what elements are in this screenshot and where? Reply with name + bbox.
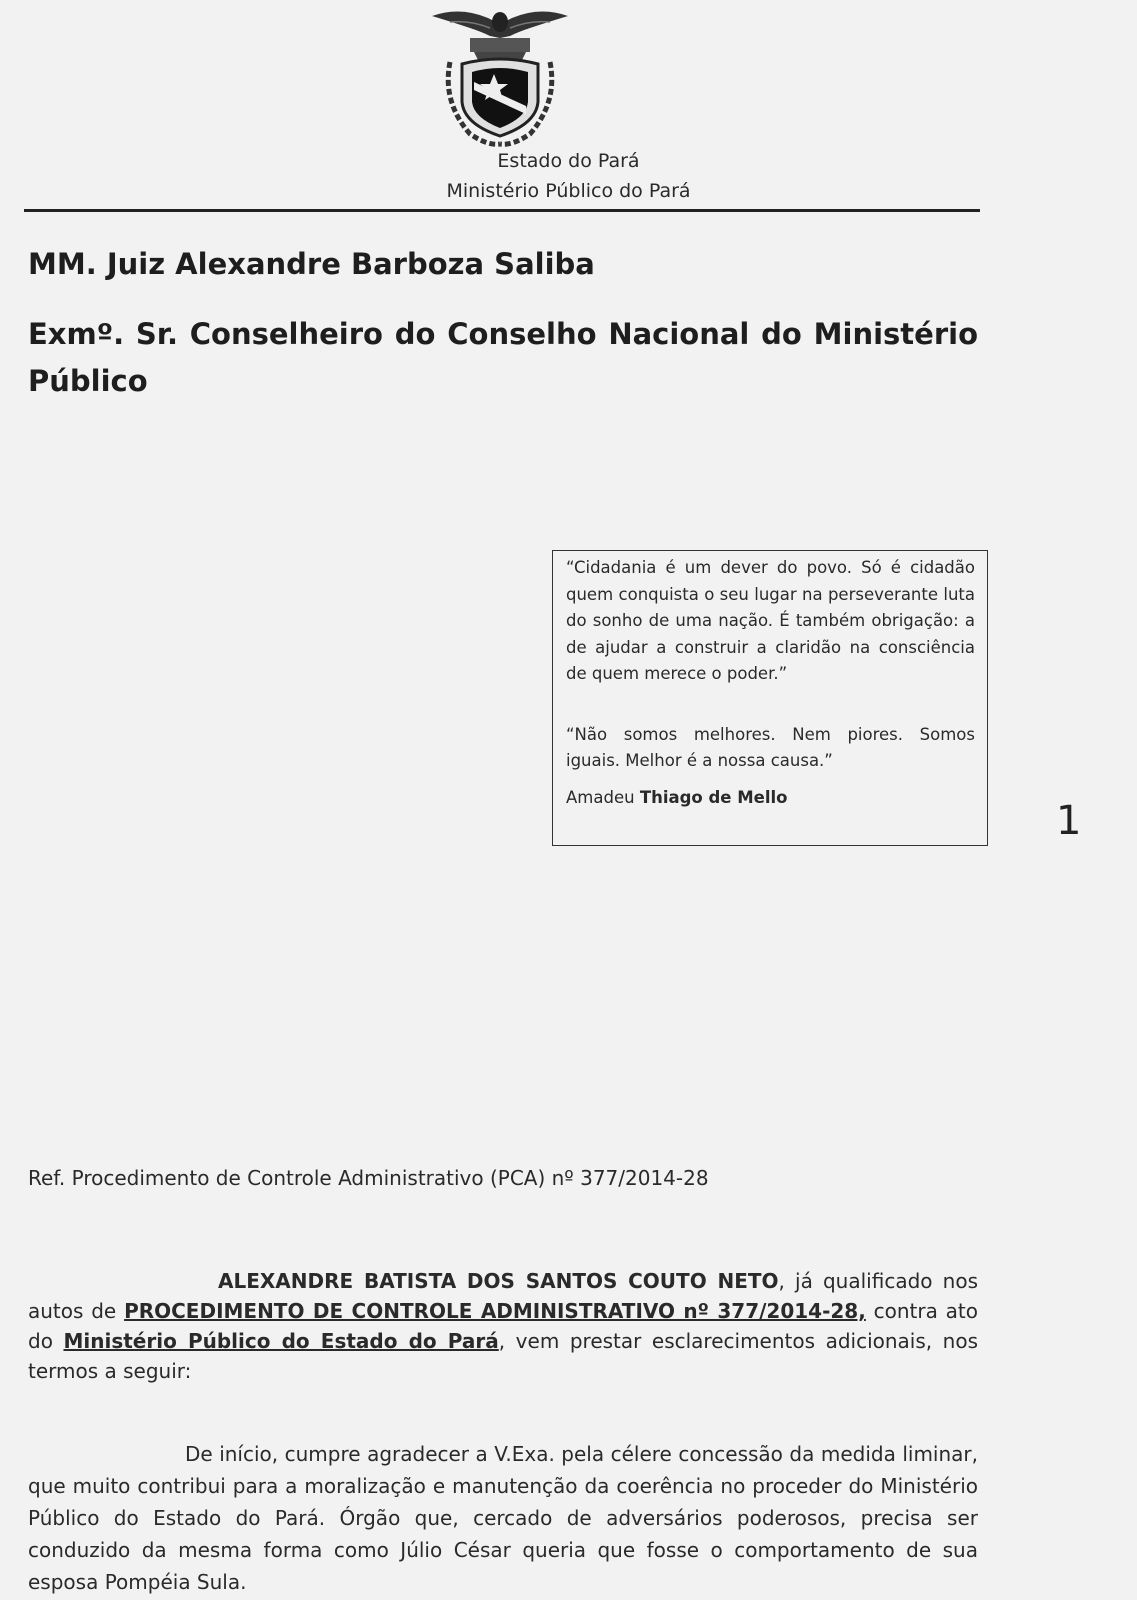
paragraph-petitioner xyxy=(28,1266,978,1386)
addressee-councillor-line1: Exmº. Sr. Conselheiro do Conselho Nacional do Ministério xyxy=(28,317,978,351)
petitioner-name: ALEXANDRE BATISTA DOS SANTOS COUTO NETO xyxy=(218,1269,779,1293)
header-divider xyxy=(24,209,980,212)
page-number: 1 xyxy=(1056,798,1082,844)
coat-of-arms-seal xyxy=(430,2,570,147)
paragraph-introduction: De início, cumpre agradecer a V.Exa. pela célere concessão da medida liminar, que muito contribui para a moralização e manutenção da coerência no proceder do Ministério Público do Estado do Pará. Órgão que, cercado de adversários poderosos, precisa ser conduzido da mesma forma como Júlio César queria que fosse o comportamento de sua esposa Pompéia Sula. xyxy=(28,1442,978,1594)
addressee-councillor xyxy=(28,311,978,405)
header-state: Estado do Pará xyxy=(497,150,640,172)
procedure-title: PROCEDIMENTO DE CONTROLE ADMINISTRATIVO nº 377/2014-28, xyxy=(124,1299,866,1323)
addressee-judge: MM. Juiz Alexandre Barboza Saliba xyxy=(28,247,595,281)
paragraph1-text-2: contra ato do xyxy=(28,1299,978,1353)
author-first-name: Amadeu xyxy=(566,787,635,807)
epigraph-author xyxy=(566,785,975,812)
epigraph-box xyxy=(552,550,988,846)
organization-name: Ministério Público do Estado do Pará xyxy=(63,1329,499,1353)
paragraph1-text-1: , já qualificado nos autos de xyxy=(28,1269,978,1323)
addressee-councillor-line2: Público xyxy=(28,364,148,398)
header-institution: Ministério Público do Pará xyxy=(446,180,691,202)
paragraph1-text-3: , vem prestar esclarecimentos adicionais, nos termos a seguir: xyxy=(28,1329,978,1383)
epigraph-quote-1: “Cidadania é um dever do povo. Só é cidadão quem conquista o seu lugar na perseverante luta do sonho de uma nação. É também obrigação: a de ajudar a construir a claridão na consciência de quem merece o poder.” xyxy=(566,558,975,683)
epigraph-quote-2: “Não somos melhores. Nem piores. Somos iguais. Melhor é a nossa causa.” xyxy=(566,724,975,770)
author-last-name: Thiago de Mello xyxy=(639,787,788,807)
reference-line: Ref. Procedimento de Controle Administrativo (PCA) nº 377/2014-28 xyxy=(28,1166,709,1190)
